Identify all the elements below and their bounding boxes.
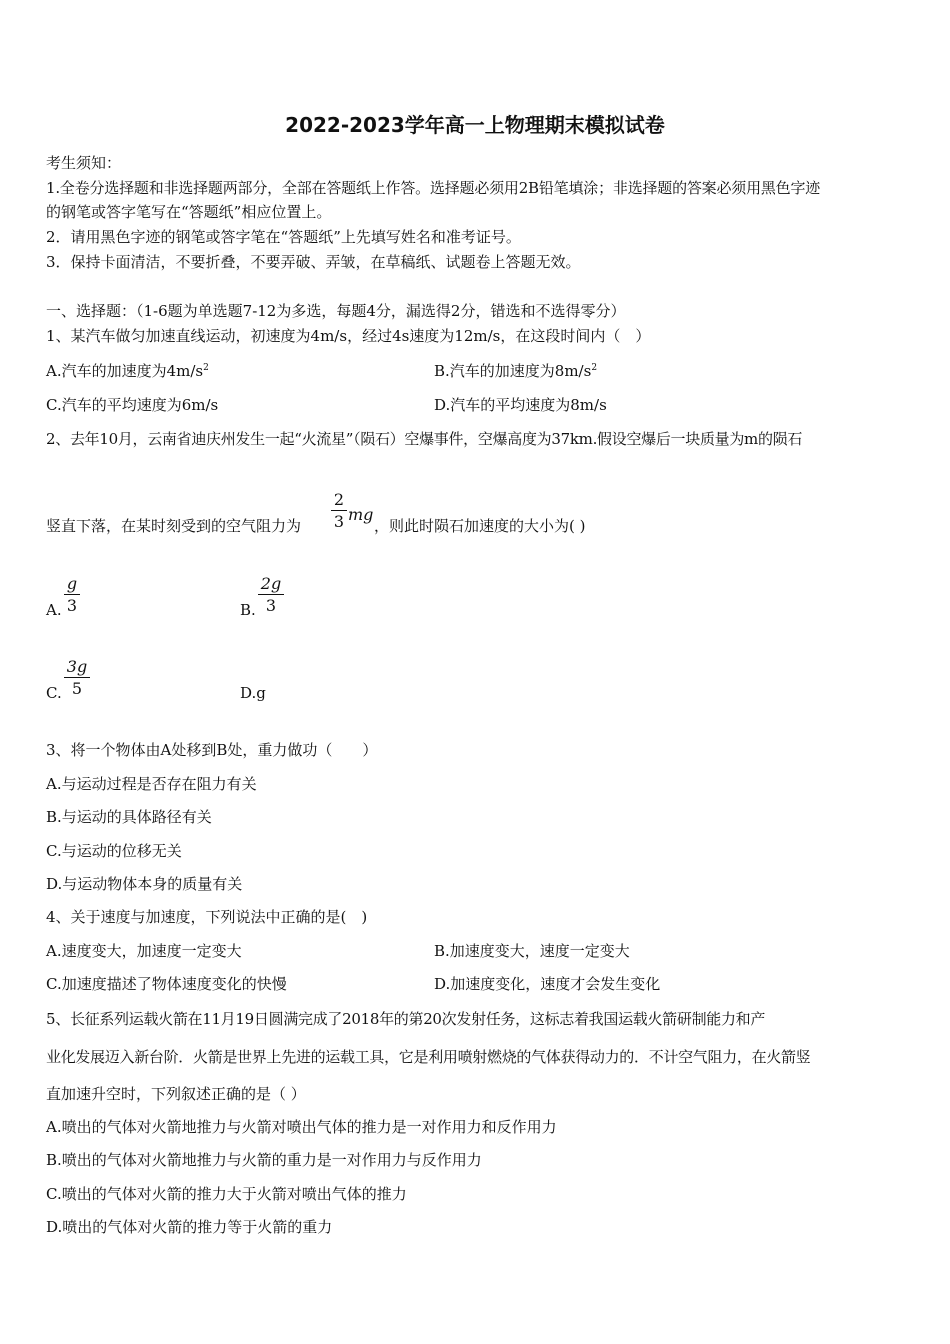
question-1-option-a-sup: 2: [203, 363, 209, 373]
fraction-numerator: 2g: [258, 576, 284, 595]
fraction-denominator: 3: [66, 596, 78, 615]
question-2-option-b-fraction: [258, 576, 284, 614]
question-1-option-d: D.汽车的平均速度为8m/s: [434, 396, 607, 414]
question-4-option-a: A.速度变大，加速度一定变大: [46, 942, 242, 960]
fraction-denominator: 3: [333, 512, 345, 531]
notice-heading: 考生须知：: [46, 154, 122, 172]
fraction-denominator: 5: [71, 679, 83, 698]
notice-line-1: 1.全卷分选择题和非选择题两部分，全部在答题纸上作答。选择题必须用2B铅笔填涂；非选择题的答案必须用黑色字迹: [46, 179, 821, 197]
question-1-option-b: [434, 362, 597, 380]
question-5-stem-line-1: 5、长征系列运载火箭在11月19日圆满完成了2018年的第20次发射任务，这标志着我国运载火箭研制能力和产: [46, 1010, 766, 1028]
question-4-option-b: B.加速度变大，速度一定变大: [434, 942, 630, 960]
question-5-option-d: D.喷出的气体对火箭的推力等于火箭的重力: [46, 1218, 333, 1236]
question-1-option-b-text: B.汽车的加速度为8m/s: [434, 362, 592, 380]
question-2-option-a-fraction: [64, 576, 80, 614]
notice-line-1-cont: 的钢笔或答字笔写在“答题纸”相应位置上。: [46, 203, 332, 221]
question-4-option-c: C.加速度描述了物体速度变化的快慢: [46, 975, 287, 993]
section-heading: 一、选择题：（1-6题为单选题7-12为多选，每题4分，漏选得2分，错选和不选得零分）: [46, 302, 626, 320]
fraction-numerator: g: [64, 576, 80, 595]
question-3-stem: 3、将一个物体由A处移到B处，重力做功（ ）: [46, 741, 378, 759]
fraction-denominator: 3: [265, 596, 277, 615]
question-5-stem-line-3: 直加速升空时，下列叙述正确的是（ ）: [46, 1085, 306, 1103]
question-1-option-a-text: A.汽车的加速度为4m/s: [46, 362, 204, 380]
question-5-option-b: B.喷出的气体对火箭地推力与火箭的重力是一对作用力与反作用力: [46, 1151, 482, 1169]
question-2-stem-line-1: 2、去年10月，云南省迪庆州发生一起“火流星”（陨石）空爆事件，空爆高度为37km.假设空爆后一块质量为m的陨石: [46, 430, 803, 448]
question-2-option-c-label: C.: [46, 684, 62, 702]
question-2-option-d: D.g: [240, 684, 266, 702]
question-1-option-a: [46, 362, 209, 380]
question-2-stem-tail: ，则此时陨石加速度的大小为( ): [374, 517, 586, 535]
question-1-stem: 1、某汽车做匀加速直线运动，初速度为4m/s，经过4s速度为12m/s，在这段时间内（ ）: [46, 327, 651, 345]
question-2-option-c-fraction: [64, 659, 90, 697]
question-3-option-b: B.与运动的具体路径有关: [46, 808, 212, 826]
fraction-numerator: 3g: [64, 659, 90, 678]
question-3-option-c: C.与运动的位移无关: [46, 842, 182, 860]
question-5-option-a: A.喷出的气体对火箭地推力与火箭对喷出气体的推力是一对作用力和反作用力: [46, 1118, 557, 1136]
question-2-option-b-label: B.: [240, 601, 256, 619]
notice-line-2: 2．请用黑色字迹的钢笔或答字笔在“答题纸”上先填写姓名和准考证号。: [46, 228, 521, 246]
question-2-option-a-label: A.: [46, 601, 62, 619]
question-1-option-c: C.汽车的平均速度为6m/s: [46, 396, 219, 414]
page-title: 2022-2023学年高一上物理期末模拟试卷: [285, 113, 665, 137]
question-2-stem-fraction: [331, 492, 347, 530]
question-4-stem: 4、关于速度与加速度，下列说法中正确的是( ): [46, 908, 368, 926]
question-5-option-c: C.喷出的气体对火箭的推力大于火箭对喷出气体的推力: [46, 1185, 407, 1203]
question-2-stem-mg: mg: [348, 505, 374, 524]
question-5-stem-line-2: 业化发展迈入新台阶．火箭是世界上先进的运载工具，它是利用喷射燃烧的气体获得动力的．不计空气阻力，在火箭竖: [46, 1048, 811, 1066]
question-3-option-d: D.与运动物体本身的质量有关: [46, 875, 243, 893]
question-1-option-b-sup: 2: [591, 363, 598, 373]
fraction-numerator: 2: [331, 492, 347, 511]
notice-line-3: 3．保持卡面清洁，不要折叠，不要弄破、弄皱，在草稿纸、试题卷上答题无效。: [46, 253, 581, 271]
question-4-option-d: D.加速度变化，速度才会发生变化: [434, 975, 661, 993]
question-3-option-a: A.与运动过程是否存在阻力有关: [46, 775, 257, 793]
question-2-stem-line-2: 竖直下落，在某时刻受到的空气阻力为: [46, 517, 302, 535]
